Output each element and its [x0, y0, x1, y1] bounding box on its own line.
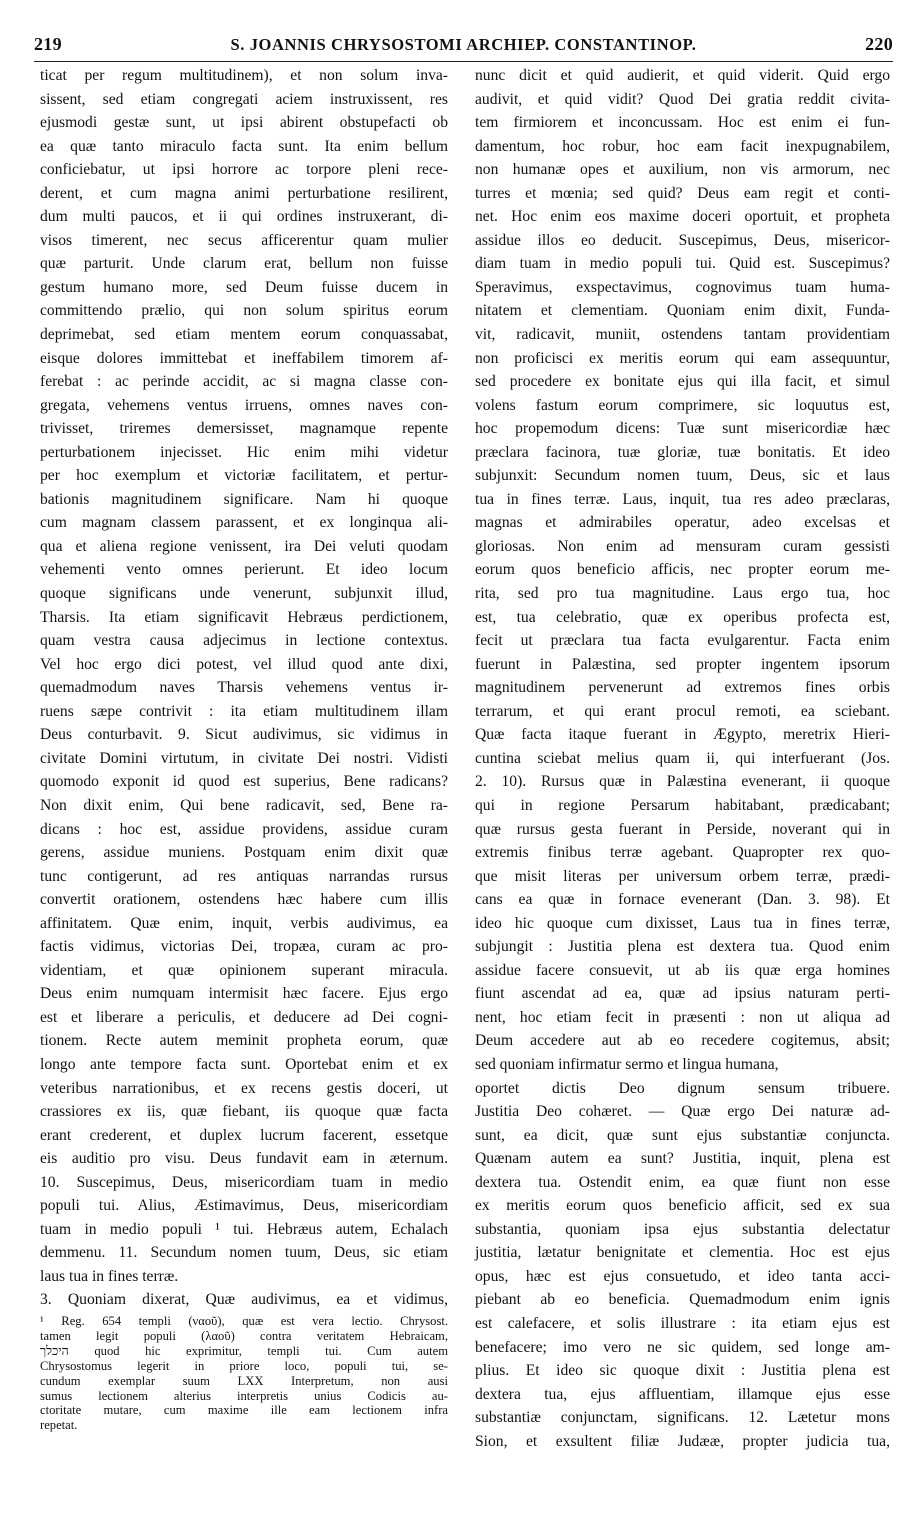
text-line: turres et mœnia; sed quid? Deus eam regit et conti-	[475, 184, 890, 202]
text-line: nunc dicit et quid audierit, et quid viderit. Quid ergo	[475, 67, 890, 84]
running-header	[34, 34, 893, 60]
text-line: volens fastum eorum comprimere, sic loquutus est,	[475, 396, 890, 414]
text-line: quoque significans unde venerunt, subjunxit illud,	[40, 585, 448, 603]
text-line: sunt, ea dicit, quæ sunt ejus substantiæ conjuncta.	[475, 1126, 890, 1144]
text-line: oportet dictis Deo dignum sensum tribuere.	[475, 1079, 890, 1097]
text-line: est et liberare a periculis, et deducere ad Dei cogni-	[40, 1008, 448, 1026]
text-line: vehementi vento omnes perierunt. Et ideo locum	[40, 561, 448, 579]
text-line: ferebat : ac perinde accidit, ac si magna classe con-	[40, 373, 448, 391]
text-line: videntiam, et quæ opinionem superant miracula.	[40, 961, 448, 979]
text-line: quam vestra causa adjecimus in lectione contextus.	[40, 632, 448, 650]
text-line: tionem. Recte autem meminit propheta eorum, quæ	[40, 1032, 448, 1050]
text-line: præclara facinora, tuæ gloriæ, tuæ bonitatis. Et ideo	[475, 443, 890, 461]
text-line: quæ parturit. Unde clarum erat, bellum non fuisse	[40, 255, 448, 273]
text-line: ex meritis eorum quos beneficio afficit, sed ex sua	[475, 1197, 890, 1215]
text-line: net. Hoc enim eos maxime doceri oportuit, et propheta	[475, 208, 890, 226]
text-line: cuntina sciebat melius quam ii, qui interfuerant (Jos.	[475, 749, 890, 767]
right-column	[475, 64, 890, 1453]
text-line: conficiebatur, ut ipsi horrore ac torpore pleni rece-	[40, 161, 448, 179]
text-line: factis vidimus, victorias Dei, tropæa, curam ac pro-	[40, 938, 448, 956]
text-line: opus, hæc est ejus consuetudo, et ideo tanta acci-	[475, 1267, 890, 1285]
text-line: Quæ facta itaque fuerant in Ægypto, meretrix Hieri-	[475, 726, 890, 744]
text-line: non proficisci ex meritis eorum qui eam assequuntur,	[475, 349, 890, 367]
text-line: tunc contigerunt, ad res antiquas narrandas rursus	[40, 867, 448, 885]
text-line: nitatem et clementiam. Quoniam enim dixit, Funda-	[475, 302, 890, 320]
text-line: subjungit : Justitia plena est dextera tua. Quod enim	[475, 938, 890, 956]
text-line: magnas et admirabiles operatur, adeo excelsas et	[475, 514, 890, 532]
text-line: quomodo exponit id quod est superius, Bene radicans?	[40, 773, 448, 791]
text-line: dextera tua. Ostendit enim, ea quæ fiunt non esse	[475, 1173, 890, 1191]
text-line: Tharsis. Ita etiam significavit Hebræus perdictionem,	[40, 608, 448, 626]
footnote-line: cundum exemplar suum LXX Interpretum, non ausi	[40, 1373, 448, 1388]
footnote-line: sumus lectionem alterius interpretis unius Codicis au-	[40, 1388, 448, 1403]
text-line: ticat per regum multitudinem), et non solum inva-	[40, 67, 448, 84]
text-line: 10. Suscepimus, Deus, misericordiam tuam in medio	[40, 1173, 448, 1191]
text-line: Justitia Deo cohæret. — Quæ ergo Dei naturæ ad-	[475, 1103, 890, 1121]
text-line: populi tui. Alius, Æstimavimus, Deus, misericordiam	[40, 1197, 448, 1215]
text-line: magnitudinem pervenerunt ad extremos fines orbis	[475, 679, 890, 697]
footnote-line: ctoritate mutare, cum maxime ille eam lectionem infra	[40, 1403, 448, 1418]
text-line: Deus enim numquam intermisit hæc facere. Ejus ergo	[40, 985, 448, 1003]
text-line: laus tua in fines terræ.	[40, 1267, 179, 1285]
text-line: eis auditio pro visu. Deus fundavit eam in æternum.	[40, 1150, 448, 1168]
text-line: justitia, lætatur benignitate et clementia. Hoc est ejus	[475, 1244, 890, 1262]
text-line: qua et aliena regione venissent, ira Dei veluti quodam	[40, 537, 448, 555]
text-line: substantia, quoniam ipsa ejus substantia delectatur	[475, 1220, 890, 1238]
text-line: deprimebat, sed etiam mentem eorum conquassabat,	[40, 326, 448, 344]
page-number-right: 220	[865, 34, 893, 54]
text-line: quæ rursus gesta fuerant in Perside, noverant qui in	[475, 820, 890, 838]
text-line: gerens, assidue muniens. Postquam enim dixit quæ	[40, 844, 448, 862]
text-line: benefacere; imo vero ne sic quidem, sed longe am-	[475, 1338, 890, 1356]
text-line: erant crederent, et duplex lucrum facerent, essetque	[40, 1126, 448, 1144]
text-line: que misit literas per universum orbem terræ, prædi-	[475, 867, 890, 885]
text-line: est calefacere, et solis illustrare : ita etiam ejus est	[475, 1314, 890, 1332]
text-line: gregata, vehemens ventus irruens, omnes naves con-	[40, 396, 448, 414]
text-line: tem firmiorem et inconcussam. Hoc est enim ei fun-	[475, 114, 890, 132]
text-line: audivit, et quid vidit? Quod Dei gratia reddit civita-	[475, 90, 890, 108]
text-line: Quænam autem ea sunt? Justitia, inquit, plena est	[475, 1150, 890, 1168]
text-line: bationis magnitudinem significare. Nam hi quoque	[40, 490, 448, 508]
text-line: perturbationem injecisset. Hic enim mihi videtur	[40, 443, 448, 461]
text-line: fuerunt in Palæstina, sed propter ingentem ipsorum	[475, 655, 890, 673]
text-line: sed quoniam infirmatur sermo et lingua humana,	[475, 1055, 779, 1073]
page-number-left: 219	[34, 34, 62, 54]
text-line: per hoc exemplum et victoriæ facilitatem, et pertur-	[40, 467, 448, 485]
text-line: eisque dolores immittebat et ineffabilem timorem af-	[40, 349, 448, 367]
text-line: fecit ut præclara tua facta evulgarentur. Facta enim	[475, 632, 890, 650]
text-line: ruens sæpe contrivit : ita etiam multitudinem illam	[40, 702, 448, 720]
footnote-line: Chrysostomus legerit in priore loco, populi tui, se-	[40, 1358, 448, 1373]
text-line: terrarum, et qui erant procul remoti, ea sciebant.	[475, 702, 890, 720]
text-line: trivisset, triremes demersisset, magnamque repente	[40, 420, 448, 438]
text-line: sissent, sed etiam congregati aciem instruxissent, res	[40, 90, 448, 108]
text-line: non humanæ opes et auxilium, non vis armorum, nec	[475, 161, 890, 179]
text-line: dextera tua, ejus affluentiam, illamque ejus esse	[475, 1385, 890, 1403]
footnote-line: היכלך quod hic exprimitur, templi tui. Cum autem	[40, 1343, 448, 1358]
text-line: Deum accedere aut ab eo recedere cogitemus, absit;	[475, 1032, 890, 1050]
text-line: damentum, hoc robur, hoc eam facit inexpugnabilem,	[475, 137, 890, 155]
text-line: fiunt ascendat ad ea, quæ ad ipsius naturam perti-	[475, 985, 890, 1003]
text-line: tuam in medio populi ¹ tui. Hebræus autem, Echalach	[40, 1220, 448, 1238]
text-line: ea quæ tanto miraculo facta sunt. Ita enim bellum	[40, 137, 448, 155]
text-line: civitate Domini virtutum, in civitate Dei nostri. Vidisti	[40, 749, 448, 767]
text-line: derent, et cum magna animi perturbatione resilirent,	[40, 184, 448, 202]
text-line: gestum humano more, sed Deum fuisse ducem in	[40, 278, 448, 296]
text-line: 3. Quoniam dixerat, Quæ audivimus, ea et vidimus,	[40, 1291, 448, 1309]
text-line: gloriosas. Non enim ad mensuram curam gessisti	[475, 537, 890, 555]
text-line: tua in fines terræ. Laus, inquit, tua res adeo præclaras,	[475, 490, 890, 508]
text-line: demmenu. 11. Secundum nomen tuum, Deus, sic etiam	[40, 1244, 448, 1262]
text-line: piebant ab eo beneficia. Quemadmodum enim ignis	[475, 1291, 890, 1309]
text-line: committendo prælio, qui non solum spiritus eorum	[40, 302, 448, 320]
text-line: sed procedere ex bonitate ejus qui illa facit, et simul	[475, 373, 890, 391]
text-line: longo ante tempore facta sunt. Oportebat enim et ex	[40, 1055, 448, 1073]
text-line: 2. 10). Rursus quæ in Palæstina evenerant, ii quoque	[475, 773, 890, 791]
text-line: ejusmodi gestæ sunt, ut ipsi abirent obstupefacti ob	[40, 114, 448, 132]
text-line: subjunxit: Secundum nomen tuum, Deus, sic et laus	[475, 467, 890, 485]
text-line: dicans : hoc est, assidue providens, assidue curam	[40, 820, 448, 838]
footnote-line: ¹ Reg. 654 templi (ναοῦ), quæ est vera lectio. Chrysost.	[40, 1313, 448, 1328]
header-rule	[34, 61, 893, 62]
text-line: cum magnam classem parassent, et ex longinqua ali-	[40, 514, 448, 532]
text-line: extremis finibus terræ agebant. Quapropter rex quo-	[475, 844, 890, 862]
text-line: Speravimus, exspectavimus, cognovimus tuam huma-	[475, 278, 890, 296]
text-line: Deus conturbavit. 9. Sicut audivimus, sic vidimus in	[40, 726, 448, 744]
text-line: dum multi paucos, et ii qui ordines instruxerant, di-	[40, 208, 448, 226]
text-line: plius. Et ideo sic quoque dixit : Justitia plena est	[475, 1362, 890, 1380]
text-line: affinitatem. Quæ enim, inquit, verbis audivimus, ea	[40, 914, 448, 932]
text-line: convertit orationem, ostendens hæc habere cum illis	[40, 891, 448, 909]
text-line: assidue facere consuevit, ut ab iis quæ erga homines	[475, 961, 890, 979]
text-line: est, tua celebratio, quæ ex operibus profecta est,	[475, 608, 890, 626]
text-line: diam tuam in medio populi tui. Quid est. Suscepimus?	[475, 255, 890, 273]
text-line: assidue illos eo deducit. Suscepimus, Deus, misericor-	[475, 231, 890, 249]
running-title: S. JOANNIS CHRYSOSTOMI ARCHIEP. CONSTANTINOP.	[230, 35, 697, 54]
text-line: ideo hic quoque cum dixisset, Laus tua in fines terræ,	[475, 914, 890, 932]
text-line: rita, sed pro tua magnitudine. Laus ergo tua, hoc	[475, 585, 890, 603]
text-line: hoc propemodum dicens: Tuæ sunt misericordiæ hæc	[475, 420, 890, 438]
text-line: veteribus narrationibus, et ex recens gestis doceri, ut	[40, 1079, 448, 1097]
text-line: vit, radicavit, muniit, ostendens tantam providentiam	[475, 326, 890, 344]
left-column	[40, 64, 448, 1433]
text-line: Vel hoc ergo dici potest, vel illud quod ante dixi,	[40, 655, 448, 673]
footnote	[40, 1314, 448, 1433]
text-line: Non dixit enim, Qui bene radicavit, sed, Bene ra-	[40, 796, 448, 814]
text-line: Sion, et exsultent filiæ Judææ, propter judicia tua,	[475, 1432, 890, 1450]
text-line: cans ea quæ in fornace evenerant (Dan. 3. 98). Et	[475, 891, 890, 909]
text-line: eorum quos beneficio afficis, nec propter eorum me-	[475, 561, 890, 579]
text-line: crassiores ex iis, quæ fiebant, iis quoque quæ facta	[40, 1103, 448, 1121]
text-line: quemadmodum naves Tharsis vehemens ventus ir-	[40, 679, 448, 697]
text-line: qui in regione Persarum habitabant, prædicabant;	[475, 796, 890, 814]
footnote-line: repetat.	[40, 1418, 78, 1433]
text-line: substantiæ conjunctam, significans. 12. Lætetur mons	[475, 1409, 890, 1427]
text-line: nent, hoc etiam fecit in præsenti : non ut aliqua ad	[475, 1008, 890, 1026]
text-line: visos timerent, nec secus afficerentur quam mulier	[40, 231, 448, 249]
footnote-line: tamen legit populi (λαοῦ) contra veritatem Hebraicam,	[40, 1328, 448, 1343]
